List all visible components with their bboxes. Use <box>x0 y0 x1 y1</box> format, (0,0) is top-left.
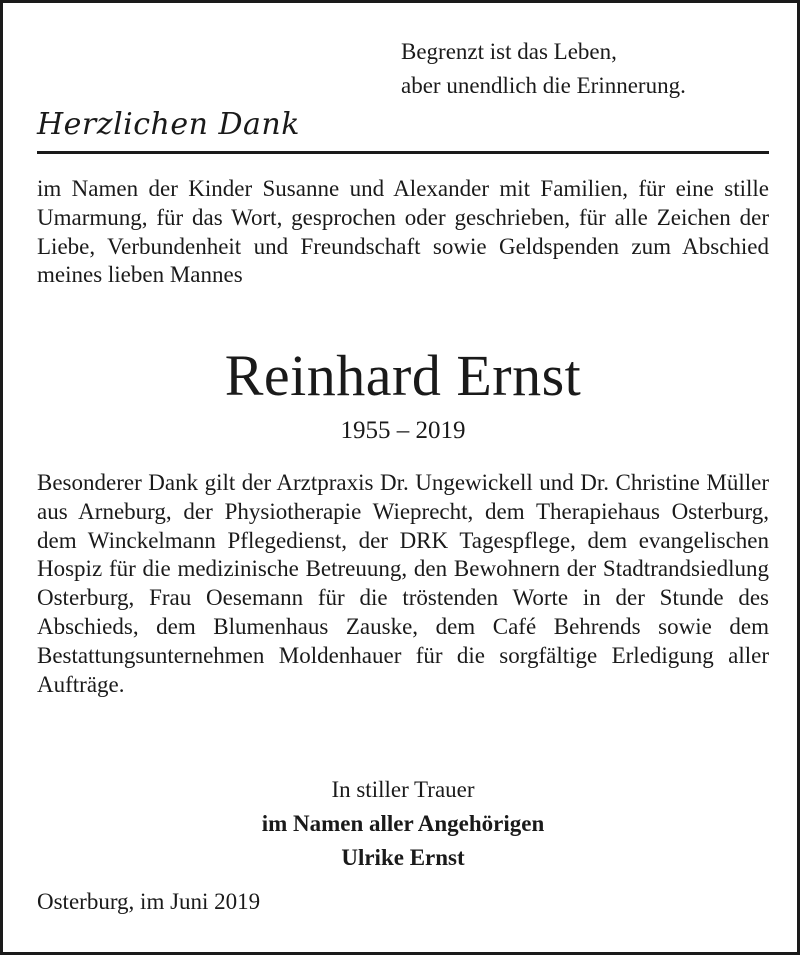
special-thanks-paragraph: Besonderer Dank gilt der Arztpraxis Dr. Ungewickell und Dr. Christine Müller aus Arneburg, der Physiotherapie Wieprecht, dem Therapiehaus Osterburg, dem Winckelmann Pflegedienst, der DRK Tagespflege, dem evangelischen Hospiz für die medizinische Betreuung, den Bewohnern der Stadtrandsiedlung Osterburg, Frau Oesemann für die tröstenden Worte in der Stunde des Abschieds, dem Blumenhaus Zauske, dem Café Behrends sowie dem Bestattungsunternehmen Moldenhauer für die sorgfältige Erledigung aller Aufträge. <box>37 470 769 697</box>
motto-quote <box>401 35 686 103</box>
motto-line-2: aber unendlich die Erinnerung. <box>401 73 686 98</box>
life-years: 1955 – 2019 <box>340 417 466 444</box>
thanks-heading: Herzlichen Dank <box>37 107 300 142</box>
motto-line-1: Begrenzt ist das Leben, <box>401 39 617 64</box>
heading-divider <box>37 151 769 154</box>
intro-paragraph: im Namen der Kinder Susanne und Alexander mit Familien, für eine stille Umarmung, für das Wort, gesprochen oder geschrieben, für alle Zeichen der Liebe, Verbundenheit und Freundschaft sowie Geldspenden zum Abschied meines lieben Mannes <box>37 176 769 288</box>
signatory-name: Ulrike Ernst <box>341 845 465 870</box>
closing-line-1: In stiller Trauer <box>331 777 475 802</box>
closing-line-2: im Namen aller Angehörigen <box>261 811 545 836</box>
deceased-name: Reinhard Ernst <box>224 343 582 408</box>
place-and-date: Osterburg, im Juni 2019 <box>37 889 261 914</box>
closing-signature <box>3 773 800 875</box>
